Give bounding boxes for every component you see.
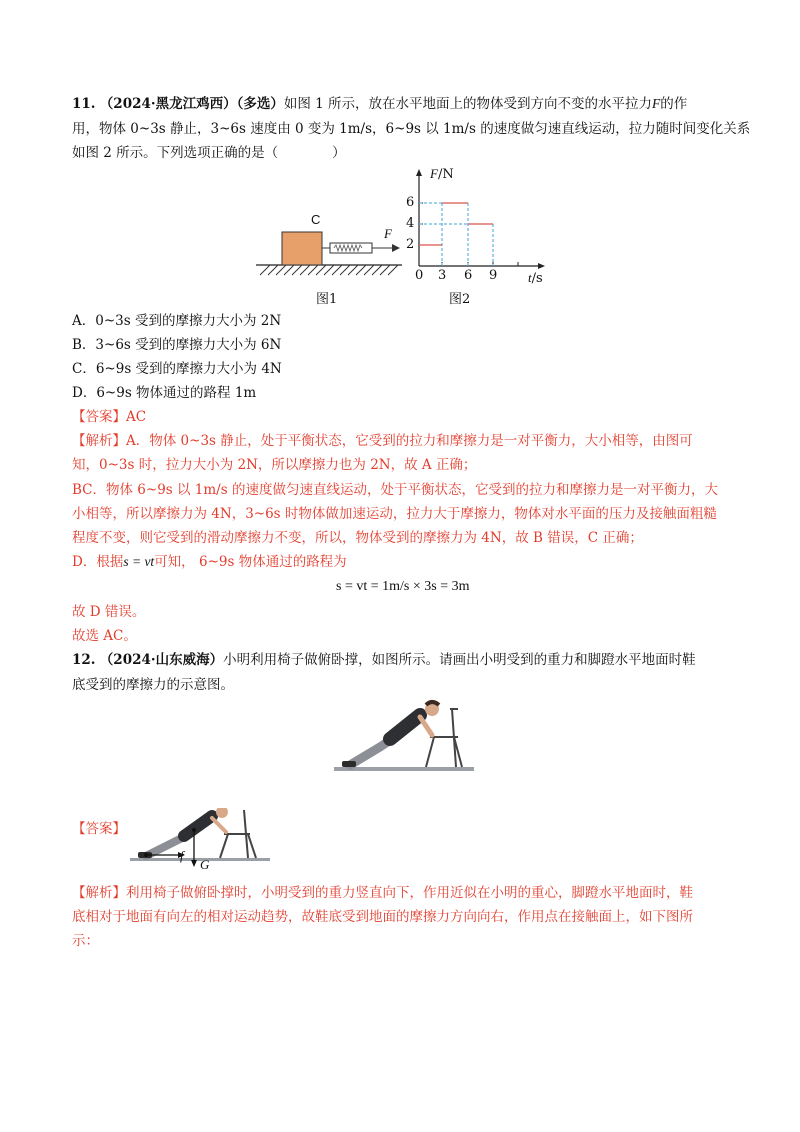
q11-analysis-tag: 【解析】 [72, 433, 126, 449]
q11-source: （2024·黑龙江鸡西）（多选） [99, 96, 284, 112]
q12-friction-label: f [180, 848, 184, 863]
gravity-arrow-icon [191, 860, 197, 867]
fig2-x-axis-label: t/s [528, 270, 543, 286]
q11-stem-text-1a: 如图 1 所示，放在水平地面上的物体受到方向不变的水平拉力 [283, 96, 652, 112]
fig1-caption: 图1 [316, 292, 338, 307]
q12-source: （2024·山东威海） [99, 652, 224, 668]
q11-stem-line1 [72, 94, 687, 114]
q11-number: 11. [72, 96, 96, 112]
fig2-x-tick-9: 9 [489, 268, 498, 283]
q11-answer [72, 407, 146, 427]
q12-analysis-line3: 示： [72, 933, 99, 949]
q11-conclusion-1: 故 D 错误。 [72, 604, 146, 620]
q12-analysis-line1 [72, 883, 693, 903]
q11-analysis-text-6b: 可知， 6~9s 物体通过的路程为 [154, 554, 347, 570]
fig2-y-tick-6: 6 [406, 195, 415, 210]
fig2-caption: 图2 [449, 292, 471, 307]
q11-analysis-line4: 小相等，所以摩擦力为 4N，3~6s 时物体做加速运动，拉力大于摩擦力，物体对水平面的压力及接触面粗糙 [72, 506, 717, 522]
fig2-y-tick-4: 4 [406, 216, 415, 231]
fig2-y-axis-label: F/N [430, 166, 454, 182]
q12-stem-text-1: 小明利用椅子做俯卧撑，如图所示。请画出小明受到的重力和脚蹬水平地面时鞋 [223, 652, 696, 668]
q12-stem-line2: 底受到的摩擦力的示意图。 [72, 677, 234, 693]
q11-analysis-text-1: A．物体 0~3s 静止，处于平衡状态，它受到的拉力和摩擦力是一对平衡力，大小相等，由图可 [126, 433, 693, 449]
q12-answer-tag: 【答案】 [72, 821, 126, 837]
fig2-x-tick-6: 6 [464, 268, 473, 283]
q11-analysis-line2: 知，0~3s 时，拉力大小为 2N，所以摩擦力也为 2N，故 A 正确； [72, 457, 477, 473]
fig2-y-tick-2: 2 [406, 237, 415, 252]
fig1-force-label: F [384, 226, 392, 241]
q11-analysis-line3: BC．物体 6~9s 以 1m/s 的速度做匀速直线运动，处于平衡状态，它受到的拉力和摩擦力是一对平衡力，大 [72, 482, 718, 498]
q11-option-b: B．3~6s 受到的摩擦力大小为 6N [72, 337, 282, 353]
q11-stem-text-1b: 的作 [660, 96, 688, 112]
q11-option-d: D．6~9s 物体通过的路程 1m [72, 385, 257, 401]
q12-stem-line1 [72, 650, 696, 670]
q11-option-c: C．6~9s 受到的摩擦力大小为 4N [72, 361, 282, 377]
q11-equation: s = vt = 1m/s × 3s = 3m [336, 579, 470, 594]
q12-analysis-tag: 【解析】 [72, 885, 126, 901]
force-arrow-icon [392, 244, 400, 252]
q11-option-a: A．0~3s 受到的摩擦力大小为 2N [72, 313, 282, 329]
q11-answer-value: AC [126, 409, 147, 425]
q12-gravity-label: G [200, 857, 210, 872]
q11-analysis-line1 [72, 431, 693, 451]
q11-stem-line3: 如图 2 所示。下列选项正确的是（ ） [72, 145, 346, 161]
q11-conclusion-2: 故选 AC。 [72, 628, 137, 644]
q11-answer-tag: 【答案】 [72, 409, 126, 425]
q11-analysis-line5: 程度不变，则它受到的滑动摩擦力不变，所以，物体受到的摩擦力为 4N，故 B 错误，C 正确； [72, 530, 643, 546]
q12-figure [334, 695, 474, 775]
q11-stem-var-f: F [652, 96, 661, 111]
fig1-block-label: C [311, 212, 321, 227]
q12-analysis-line2: 底相对于地面有向左的相对运动趋势，故鞋底受到地面的摩擦力方向向右，作用点在接触面上，如下图所 [72, 909, 693, 925]
q12-analysis-text-1: 利用椅子做俯卧撑时，小明受到的重力竖直向下，作用近似在小明的重心，脚蹬水平地面时，鞋 [126, 885, 693, 901]
fig2-x-tick-3: 3 [438, 268, 447, 283]
q11-figure2-graph [400, 166, 550, 276]
q12-number: 12. [72, 652, 96, 668]
q11-stem-line2: 用，物体 0~3s 静止，3~6s 速度由 0 变为 1m/s，6~9s 以 1m/s 的速度做匀速直线运动，拉力随时间变化关系 [72, 121, 751, 137]
block-c [282, 232, 322, 265]
q11-analysis-text-6a: D．根据 [72, 554, 124, 570]
q11-analysis-formula: s = vt [123, 554, 155, 569]
q11-analysis-line6 [72, 552, 347, 572]
fig2-x-tick-0: 0 [415, 268, 424, 283]
